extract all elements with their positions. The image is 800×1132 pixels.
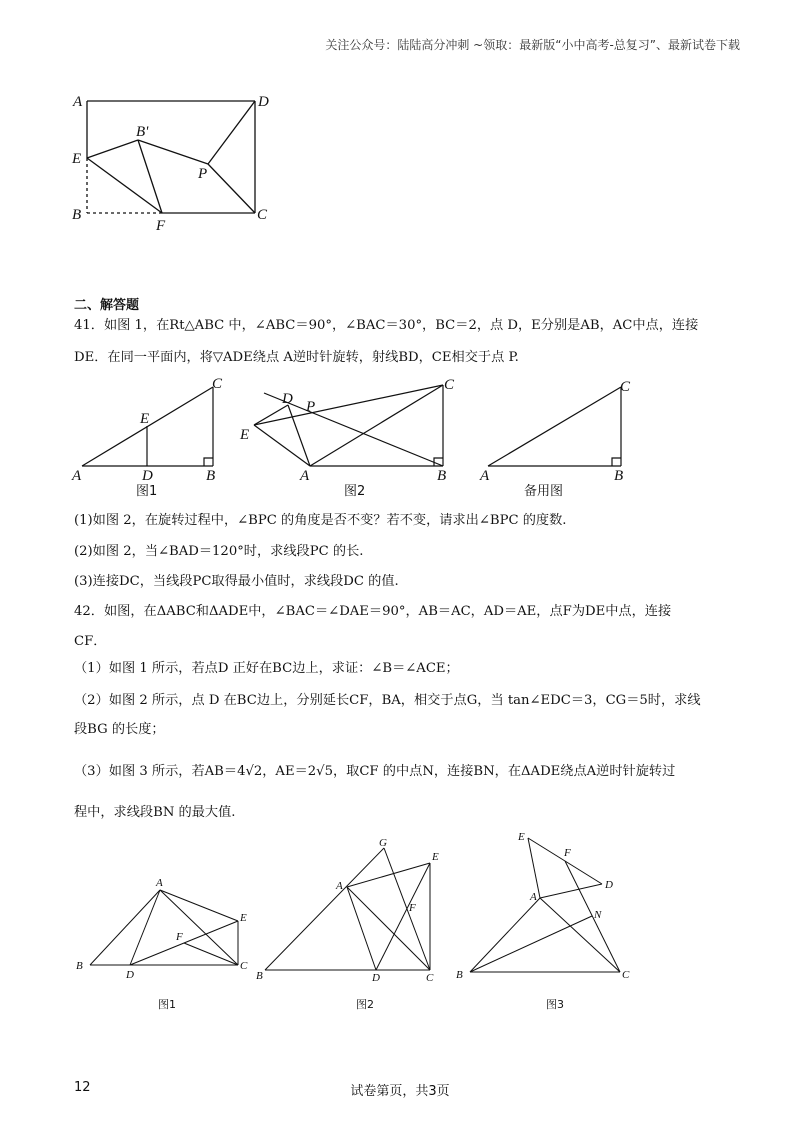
label-A: A	[156, 877, 163, 889]
q42-figure-2	[250, 836, 460, 1016]
label-F: F	[409, 902, 416, 914]
label-C: C	[257, 207, 268, 223]
fig2-caption: 图2	[344, 484, 366, 499]
label-A: A	[72, 468, 82, 484]
label-D: D	[372, 972, 380, 984]
label-D: D	[258, 94, 269, 110]
label-A: A	[300, 468, 310, 484]
label-A: A	[73, 94, 83, 110]
header-note: 关注公众号：陆陆高分冲刺 ~领取：最新版“小中高考-总复习”、最新试卷下载	[325, 38, 740, 52]
label-A: A	[530, 891, 537, 903]
fig1-caption: 图1	[158, 998, 176, 1011]
label-E: E	[240, 912, 247, 924]
label-B-prime: B'	[136, 124, 149, 140]
label-C: C	[444, 377, 455, 393]
label-B: B	[256, 970, 263, 982]
label-D: D	[282, 391, 293, 407]
label-B: B	[72, 207, 82, 223]
label-C: C	[212, 376, 223, 392]
label-A: A	[336, 880, 343, 892]
label-A: A	[480, 468, 490, 484]
q42-figure-3	[450, 826, 650, 1016]
label-C: C	[620, 379, 631, 395]
label-B: B	[437, 468, 447, 484]
label-D: D	[126, 969, 134, 981]
label-G: G	[379, 837, 387, 849]
label-P: P	[198, 166, 208, 182]
q41-part3: (3)连接DC，当线段PC取得最小值时，求线段DC 的值.	[74, 574, 399, 589]
label-D: D	[142, 468, 153, 484]
label-E: E	[432, 851, 439, 863]
fig1-caption: 图1	[136, 484, 158, 499]
q41-line1: 41．如图 1，在Rt△ABC 中，∠ABC＝90°，∠BAC＝30°，BC＝2，点 D，E分别是AB，AC中点，连接	[74, 318, 699, 333]
label-B: B	[456, 969, 463, 981]
page-footer: 试卷第页，共3页	[350, 1084, 450, 1099]
page-number: 12	[74, 1080, 91, 1095]
q42-line2: CF．	[74, 634, 107, 649]
q41-line2: DE．在同一平面内，将▽ADE绕点 A逆时针旋转，射线BD，CE相交于点 P.	[74, 350, 519, 365]
top-figure	[60, 88, 290, 238]
q42-part3a: （3）如图 3 所示，若AB＝4√2，AE＝2√5，取CF 的中点N，连接BN，在ΔADE绕点A逆时针旋转过	[74, 764, 676, 779]
label-P: P	[306, 399, 316, 415]
label-E: E	[140, 411, 150, 427]
label-E: E	[518, 831, 525, 843]
q41-part2: (2)如图 2，当∠BAD＝120°时，求线段PC 的长.	[74, 544, 364, 559]
label-C: C	[622, 969, 630, 981]
q41-figure-backup	[476, 373, 646, 500]
q41-figure-1	[70, 373, 230, 500]
label-E: E	[240, 427, 250, 443]
label-C: C	[426, 972, 434, 984]
label-D: D	[605, 879, 613, 891]
section-title: 二、解答题	[74, 298, 140, 313]
label-F: F	[176, 931, 183, 943]
fig2-caption: 图2	[356, 998, 374, 1011]
q42-part2a: （2）如图 2 所示，点 D 在BC边上，分别延长CF，BA，相交于点G，当 tan∠EDC＝3，CG＝5时，求线	[74, 693, 701, 708]
q41-part1: (1)如图 2，在旋转过程中，∠BPC 的角度是否不变？若不变，请求出∠BPC 的度数.	[74, 513, 567, 528]
backup-caption: 备用图	[524, 484, 564, 499]
label-F: F	[564, 847, 571, 859]
label-E: E	[72, 151, 82, 167]
q41-figure-2	[236, 373, 466, 500]
label-B: B	[76, 960, 83, 972]
label-F: F	[156, 218, 166, 234]
q42-part1: （1）如图 1 所示，若点D 正好在BC边上，求证：∠B＝∠ACE；	[74, 661, 459, 676]
q42-part3b: 程中，求线段BN 的最大值.	[74, 805, 236, 820]
label-B: B	[614, 468, 624, 484]
q42-figure-1	[70, 868, 260, 1018]
fig3-caption: 图3	[546, 998, 564, 1011]
q42-line1: 42．如图，在ΔABC和ΔADE中，∠BAC＝∠DAE＝90°，AB＝AC，AD＝AE，点F为DE中点，连接	[74, 604, 672, 619]
q42-part2b: 段BG 的长度；	[74, 722, 165, 737]
label-B: B	[206, 468, 216, 484]
label-N: N	[594, 909, 602, 921]
label-C: C	[240, 960, 248, 972]
